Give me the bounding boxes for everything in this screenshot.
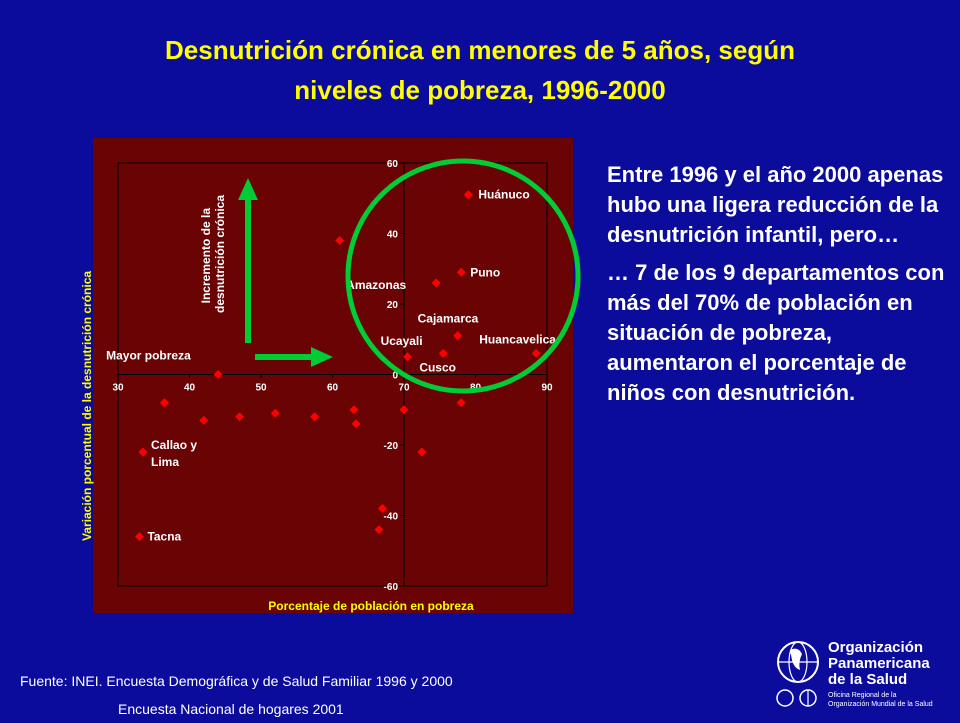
y-tick-label: 20 xyxy=(386,300,398,311)
logo-sub-1: Oficina Regional de la xyxy=(828,692,897,699)
point-label: Huancavelica xyxy=(479,332,556,347)
title-line-1: Desnutrición crónica en menores de 5 años, según xyxy=(165,35,795,65)
y-tick-label: -20 xyxy=(383,441,398,452)
source-note xyxy=(20,667,453,723)
x-tick-label: 70 xyxy=(398,382,410,394)
point-label: Puno xyxy=(470,265,501,280)
point-label: Callao y Lima xyxy=(151,438,198,470)
logo-subtitle xyxy=(828,691,933,709)
y-tick-label: 0 xyxy=(392,370,398,382)
x-tick-label: 60 xyxy=(326,382,339,394)
y-tick-label: 40 xyxy=(386,229,398,241)
title-line-2: niveles de pobreza, 1996-2000 xyxy=(294,75,666,105)
point-label: Cajamarca xyxy=(417,311,479,326)
paho-logo xyxy=(772,638,952,714)
commentary-p2: … 7 de los 9 departamentos con más del 70% de población en situación de pobreza, aumentaron el porcentaje de niños con desnutrición. xyxy=(607,260,945,405)
logo-sub-2: Organización Mundial de la Salud xyxy=(828,701,933,708)
y-tick-label: 60 xyxy=(386,159,398,170)
logo-name xyxy=(828,640,930,688)
point-label: Amazonas xyxy=(346,277,407,292)
source-line-2: Encuesta Nacional de hogares 2001 xyxy=(118,701,344,717)
commentary-p1: Entre 1996 y el año 2000 apenas hubo una ligera reducción de la desnutrición infantil, pero… xyxy=(607,162,944,247)
y-axis-title: Variación porcentual de la desnutrición crónica xyxy=(80,270,94,542)
x-tick-label: 40 xyxy=(183,382,196,394)
point-label: Ucayali xyxy=(380,333,423,348)
y-tick-label: -40 xyxy=(383,511,398,523)
chart-panel xyxy=(80,138,573,613)
point-label: Tacna xyxy=(147,529,182,544)
x-tick-label: 90 xyxy=(541,382,553,394)
vertical-arrow-label: Incremento de la desnutrición crónica xyxy=(199,194,227,314)
x-tick-label: 50 xyxy=(255,382,267,394)
logo-line-1: Organización xyxy=(828,639,924,656)
scatter-chart xyxy=(80,138,573,613)
logo-line-3: de la Salud xyxy=(828,671,908,688)
commentary xyxy=(607,160,952,416)
slide-title xyxy=(60,30,900,110)
point-label: Mayor pobreza xyxy=(106,348,191,363)
source-line-1: Fuente: INEI. Encuesta Demográfica y de Salud Familiar 1996 y 2000 xyxy=(20,673,453,689)
x-axis-title: Porcentaje de población en pobreza xyxy=(268,599,474,613)
x-tick-label: 80 xyxy=(469,382,482,394)
globe-icon xyxy=(772,638,824,714)
point-label: Huánuco xyxy=(478,187,530,202)
y-tick-label: -60 xyxy=(383,582,398,593)
x-tick-label: 30 xyxy=(112,382,124,394)
point-label: Cusco xyxy=(419,360,457,375)
logo-line-2: Panamericana xyxy=(828,655,930,672)
